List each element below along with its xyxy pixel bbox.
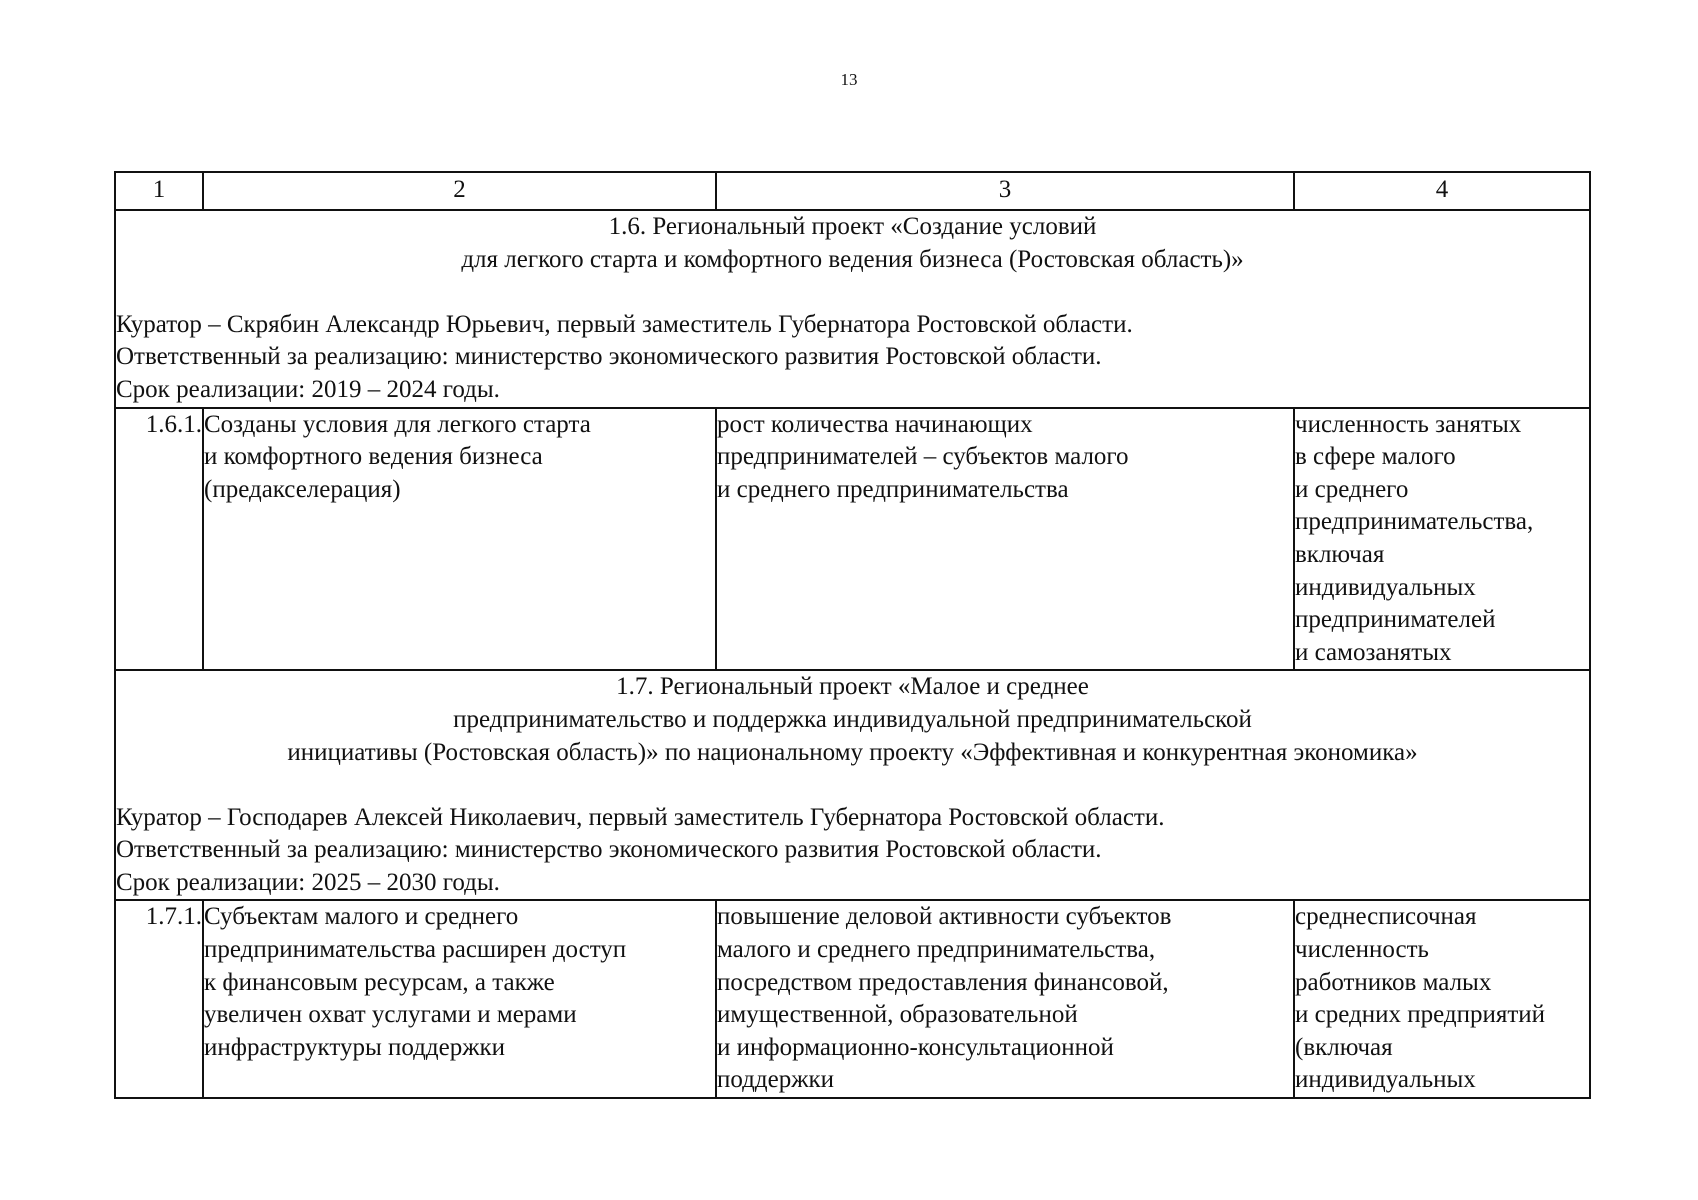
text-line: малого и среднего предпринимательства, <box>717 936 1156 964</box>
text-line: работников малых <box>1295 968 1492 996</box>
section-title-line: 1.7. Региональный проект «Малое и среднее <box>616 673 1089 701</box>
section-title <box>116 671 1589 769</box>
section-info <box>116 802 1589 900</box>
text-line: индивидуальных <box>1295 573 1476 601</box>
section-header-row <box>115 670 1590 900</box>
text-line: инфраструктуры поддержки <box>204 1033 506 1061</box>
page-number: 13 <box>840 70 858 89</box>
section-title-line: предпринимательство и поддержка индивидуальной предпринимательской <box>453 705 1252 733</box>
responsible-line: Ответственный за реализацию: министерство экономического развития Ростовской области. <box>116 343 1102 371</box>
section-header-row <box>115 210 1590 408</box>
curator-line: Куратор – Скрябин Александр Юрьевич, первый заместитель Губернатора Ростовской области. <box>116 310 1133 338</box>
curator-line: Куратор – Господарев Алексей Николаевич, первый заместитель Губернатора Ростовской области. <box>116 803 1165 831</box>
section-title-line: 1.6. Региональный проект «Создание условий <box>608 213 1097 240</box>
text-line: среднесписочная <box>1295 903 1477 931</box>
text-line: индивидуальных <box>1295 1066 1476 1094</box>
text-line: включая <box>1295 540 1385 568</box>
responsible-line: Ответственный за реализацию: министерство экономического развития Ростовской области. <box>116 836 1102 864</box>
indicator-cell <box>1294 408 1590 671</box>
table-row <box>115 408 1590 671</box>
text-line: (предакселерация) <box>204 475 401 503</box>
text-line: и комфортного ведения бизнеса <box>204 443 543 471</box>
text-line: (включая <box>1295 1033 1393 1061</box>
column-number-2: 2 <box>203 172 716 210</box>
section-title-line: инициативы (Ростовская область)» по национальному проекту «Эффективная и конкурентная экономика» <box>287 738 1418 766</box>
text-line: предпринимательства, <box>1295 508 1534 536</box>
text-line: предпринимательства расширен доступ <box>204 936 627 964</box>
text-line: и средних предприятий <box>1295 1001 1546 1029</box>
text-line: увеличен охват услугами и мерами <box>204 1001 577 1029</box>
text-line: предпринимателей – субъектов малого <box>717 443 1129 471</box>
row-index: 1.7.1. <box>115 900 203 1098</box>
column-number-3: 3 <box>716 172 1294 210</box>
term-line: Срок реализации: 2025 – 2030 годы. <box>116 868 500 896</box>
text-line: и информационно-консультационной <box>717 1033 1114 1061</box>
text-line: в сфере малого <box>1295 443 1456 471</box>
section-header-1-6 <box>115 210 1590 408</box>
column-number-row <box>115 172 1590 210</box>
text-line: предпринимателей <box>1295 606 1496 634</box>
text-line: имущественной, образовательной <box>717 1001 1078 1029</box>
row-index: 1.6.1. <box>115 408 203 671</box>
column-number-4: 4 <box>1294 172 1590 210</box>
text-line: рост количества начинающих <box>717 410 1033 438</box>
indicator-cell <box>1294 900 1590 1098</box>
section-info <box>116 309 1589 407</box>
section-title-line: для легкого старта и комфортного ведения бизнеса (Ростовская область)» <box>461 245 1244 273</box>
column-number-1: 1 <box>115 172 203 210</box>
text-line: поддержки <box>717 1066 834 1094</box>
text-line: численность <box>1295 936 1429 964</box>
text-line: и среднего предпринимательства <box>717 475 1069 503</box>
table-row <box>115 900 1590 1098</box>
task-cell <box>203 900 716 1098</box>
text-line: Субъектам малого и среднего <box>204 903 519 931</box>
text-line: посредством предоставления финансовой, <box>717 968 1169 996</box>
text-line: и самозанятых <box>1295 638 1452 666</box>
task-cell <box>203 408 716 671</box>
projects-table <box>114 171 1591 1099</box>
effect-cell <box>716 408 1294 671</box>
text-line: к финансовым ресурсам, а также <box>204 968 555 996</box>
term-line: Срок реализации: 2019 – 2024 годы. <box>116 375 500 403</box>
text-line: и среднего <box>1295 475 1409 503</box>
section-header-1-7 <box>115 670 1590 900</box>
text-line: численность занятых <box>1295 410 1522 438</box>
text-line: Созданы условия для легкого старта <box>204 410 591 438</box>
effect-cell <box>716 900 1294 1098</box>
text-line: повышение деловой активности субъектов <box>717 903 1172 931</box>
section-title <box>116 211 1589 276</box>
